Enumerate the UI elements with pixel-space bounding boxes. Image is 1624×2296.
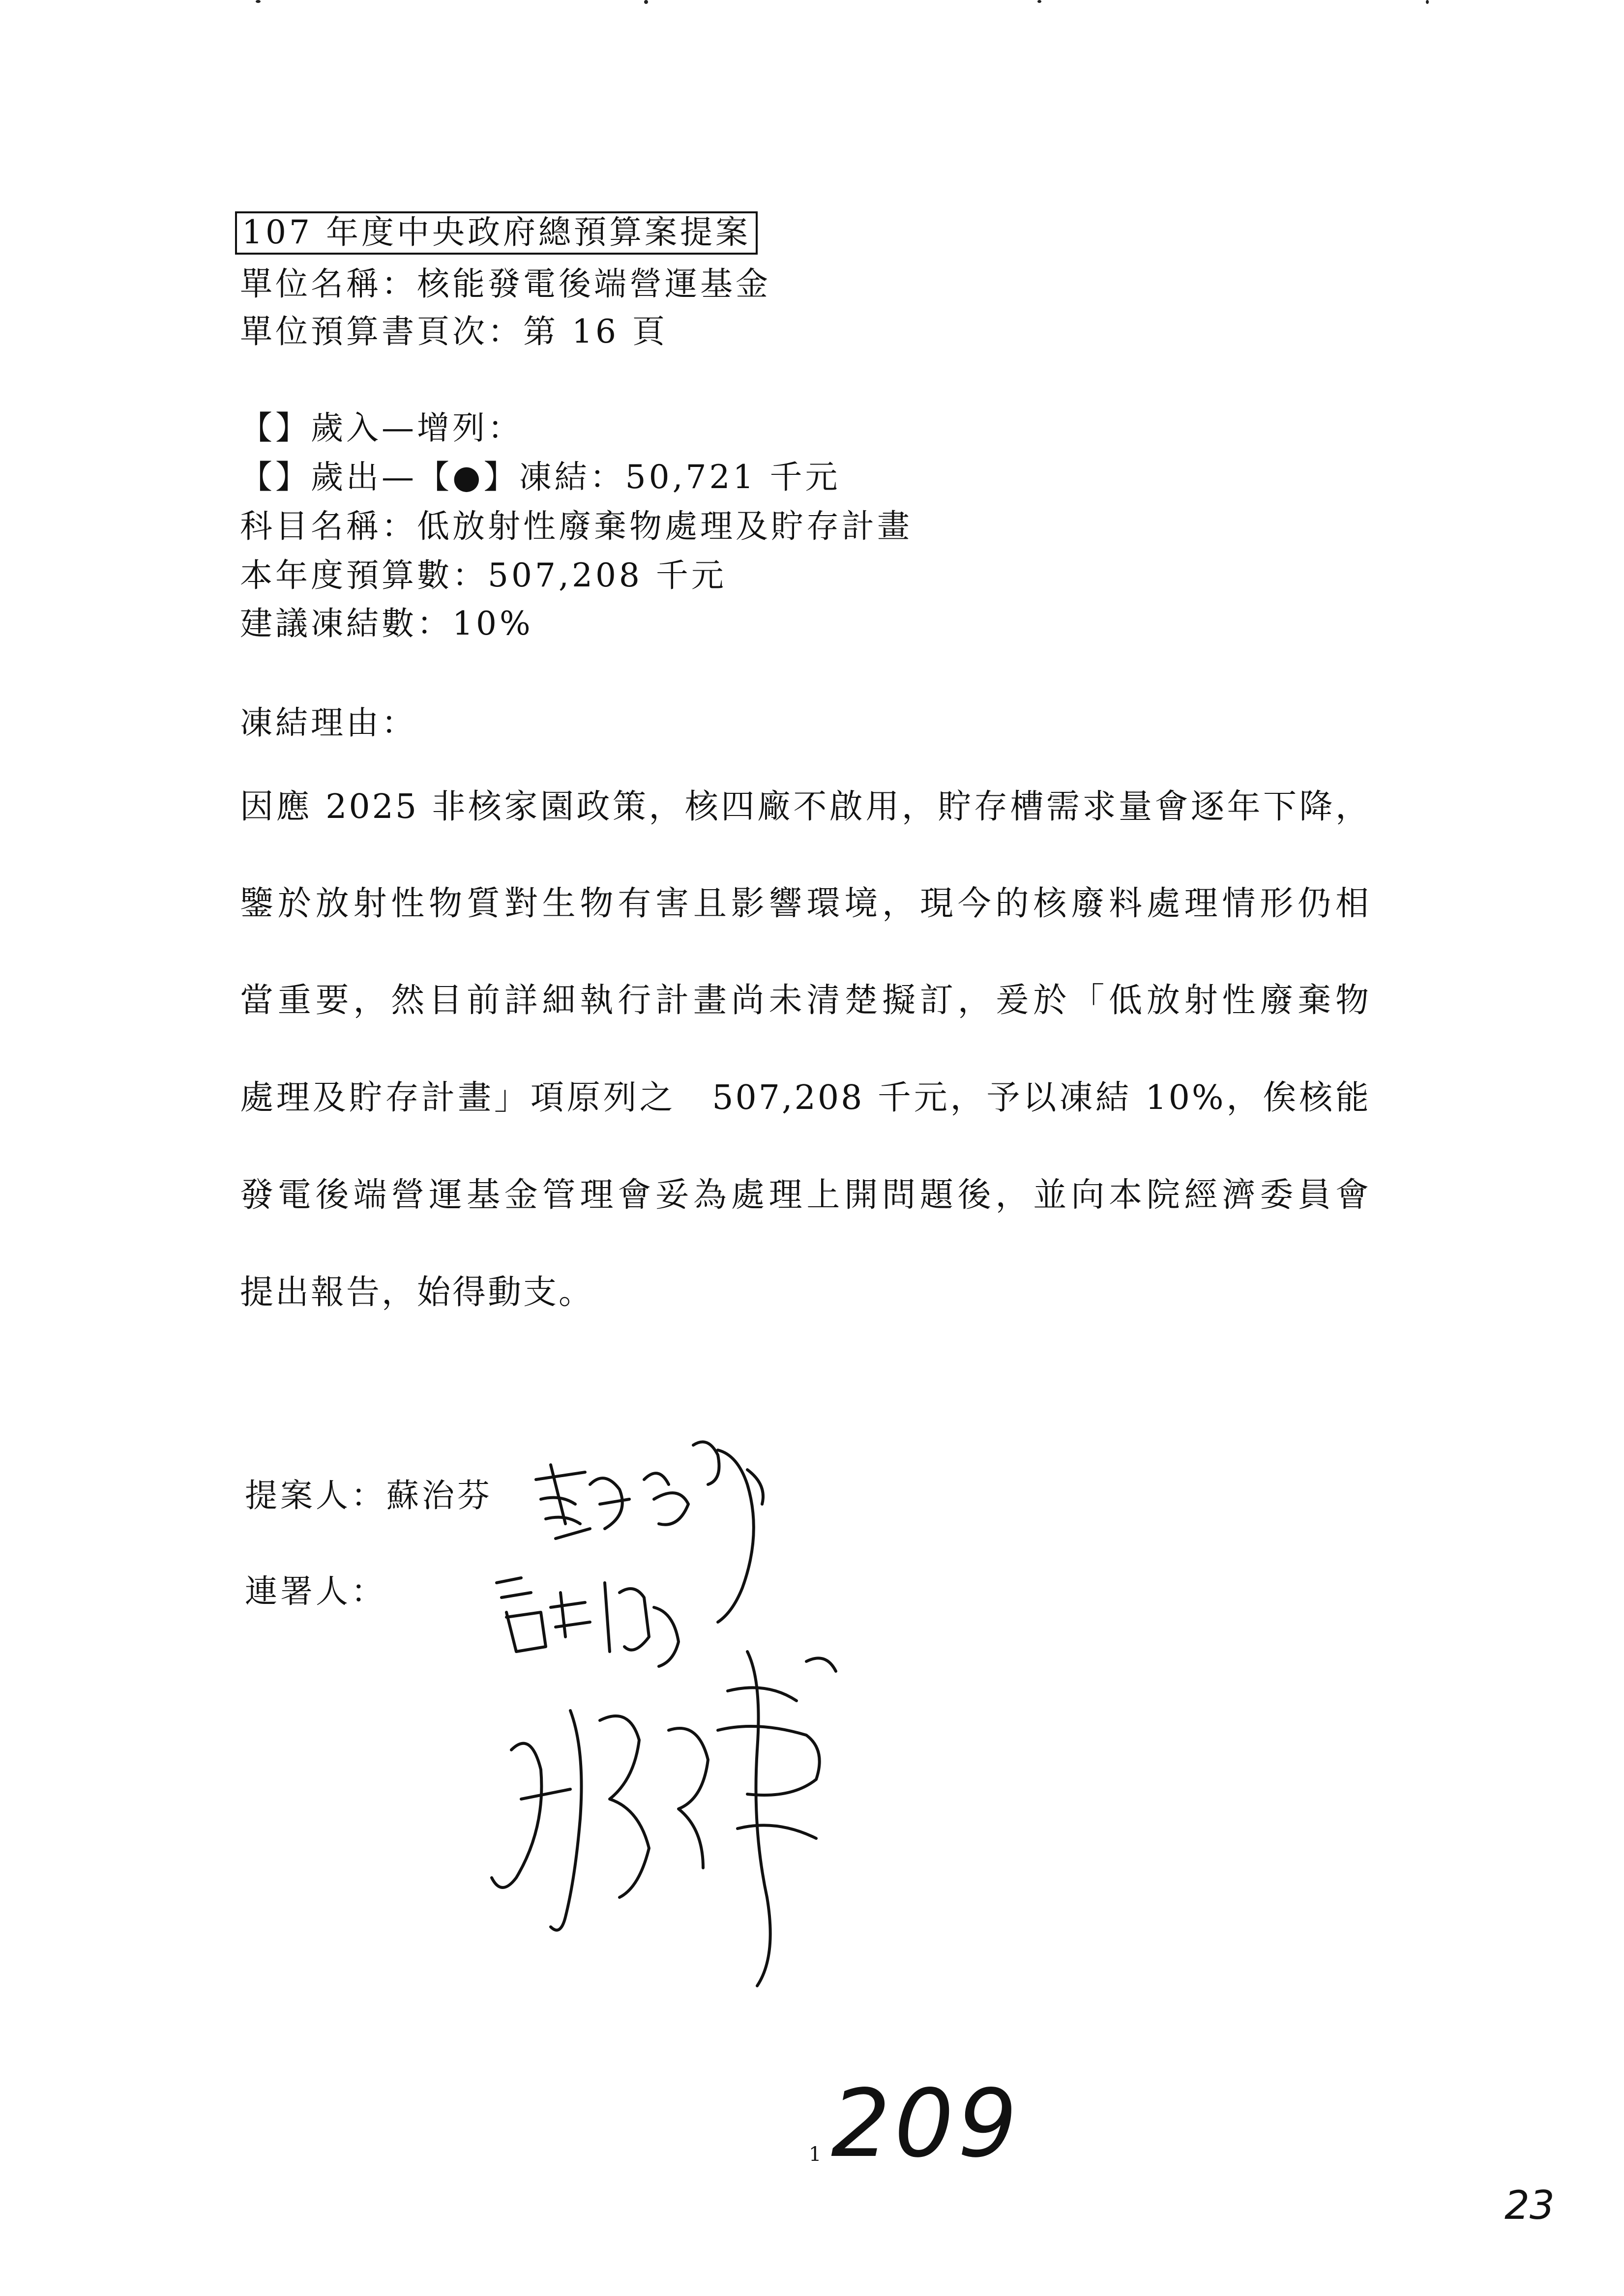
handwritten-page-number: 209 xyxy=(831,2069,1021,2178)
reason-line: 提出報告，始得動支。 xyxy=(240,1273,594,1312)
proposer-label: 提案人：蘇治芬 xyxy=(245,1477,493,1514)
reason-heading: 凍結理由： xyxy=(240,704,417,742)
page-number: 1 xyxy=(809,2143,822,2166)
reason-line: 處理及貯存計畫」項原列之 507,208 千元，予以凍結 10%，俟核能 xyxy=(240,1078,1371,1117)
cosigner-label: 連署人： xyxy=(245,1572,386,1610)
corner-number: 23 xyxy=(1505,2182,1555,2228)
reason-line: 發電後端營運基金管理會妥為處理上開問題後，並向本院經濟委員會 xyxy=(240,1176,1371,1215)
cosigner-signature-2 xyxy=(472,1622,885,2005)
reason-line: 因應 2025 非核家園政策，核四廠不啟用，貯存槽需求量會逐年下降， xyxy=(240,787,1371,826)
expense-freeze-line: 【】歲出—【●】凍結：50,721 千元 xyxy=(240,458,841,496)
document-title: 107 年度中央政府總預算案提案 xyxy=(235,211,758,255)
reason-line: 當重要，然目前詳細執行計畫尚未清楚擬訂，爰於「低放射性廢棄物 xyxy=(240,981,1371,1020)
reason-line: 鑒於放射性物質對生物有害且影響環境，現今的核廢料處理情形仍相 xyxy=(240,884,1371,923)
suggested-freeze: 建議凍結數：10% xyxy=(240,605,533,642)
current-budget: 本年度預算數：507,208 千元 xyxy=(240,556,727,594)
budget-page-ref: 單位預算書頁次：第 16 頁 xyxy=(240,313,668,350)
unit-name: 單位名稱：核能發電後端營運基金 xyxy=(240,265,771,303)
revenue-line: 【】歲入—增列： xyxy=(240,409,523,447)
subject-name: 科目名稱：低放射性廢棄物處理及貯存計畫 xyxy=(240,507,913,545)
